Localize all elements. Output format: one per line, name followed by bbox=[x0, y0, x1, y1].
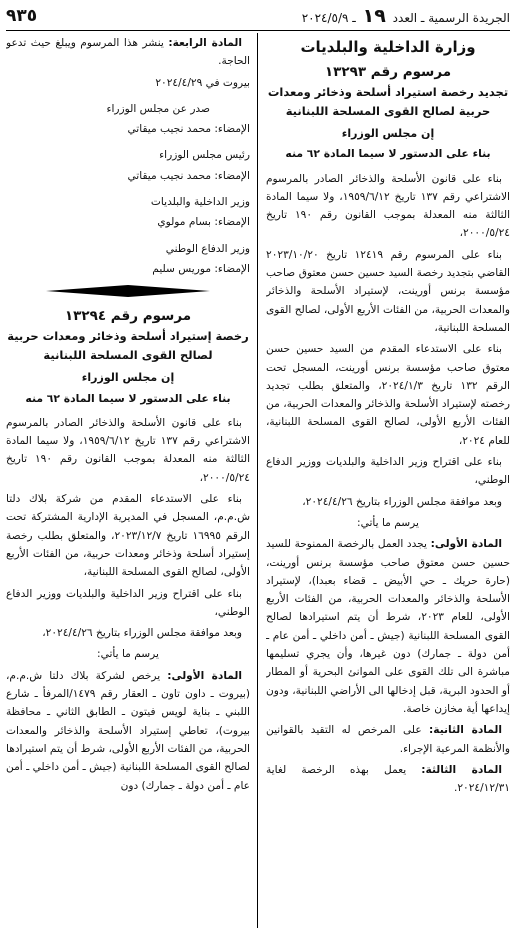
gazette-name: الجريدة الرسمية ـ العدد bbox=[392, 11, 510, 25]
pm-title: رئيس مجلس الوزراء bbox=[159, 149, 250, 162]
decree-formula: يرسم ما يأتي: bbox=[97, 648, 159, 661]
issue-number: ١٩ bbox=[362, 5, 386, 27]
decree-title: تجديد رخصة استيراد أسلحة وذخائر ومعدات حربية لصالح القوى المسلحة اللبنانية bbox=[267, 85, 509, 118]
article-text: يرخص لشركة بلاك دلتا ش.م.م، (بيروت ـ داون تاون ـ العقار رقم ١٤٧٩/المرفأ ـ شارع اللبني ـ بناية لويس فيتون ـ الطابق الثاني ـ محافظة بيروت)، تعاطي إستيراد الأسلحة والذخائر والمعدات الحربية، من الفئات الأربع الأولى، شرط أن يتم استيرادها لصالح القوى المسلحة اللبنانية (جيش ـ أمن داخلي ـ أمن عام ـ أمن دولة ـ جمارك) دون bbox=[6, 669, 250, 792]
page-number: ٩٣٥ bbox=[6, 6, 38, 26]
place-date: بيروت في ٢٠٢٤/٤/٢٩ bbox=[155, 76, 250, 89]
article-1 bbox=[266, 535, 510, 718]
signature-line: الإمضاء: محمد نجيب ميقاتي bbox=[127, 169, 250, 182]
issue-date: ـ ٢٠٢٤/٥/٩ bbox=[301, 11, 356, 25]
decree-title: رخصة إستيراد أسلحة وذخائر ومعدات حربية لصالح القوى المسلحة اللبنانية bbox=[7, 329, 249, 363]
paragraph: بناء على اقتراح وزير الداخلية والبلديات ووزير الدفاع الوطني، bbox=[266, 456, 510, 487]
council-heading: إن مجلس الوزراء bbox=[341, 127, 435, 140]
right-column bbox=[266, 34, 510, 930]
article-2 bbox=[266, 721, 510, 758]
paragraph: وبعد موافقة مجلس الوزراء بتاريخ ٢٠٢٤/٤/٢٦، bbox=[302, 495, 502, 508]
article-label: المادة الثالثة: bbox=[421, 763, 502, 776]
header-issue-line bbox=[302, 5, 510, 27]
paragraph: وبعد موافقة مجلس الوزراء بتاريخ ٢٠٢٤/٤/٢٦، bbox=[42, 627, 242, 640]
decree-formula: يرسم ما يأتي: bbox=[357, 516, 419, 529]
paragraph: بناء على المرسوم رقم ١٢٤١٩ تاريخ ٢٠٢٣/١٠/٢٠ القاضي بتجديد رخصة السيد حسين حسن معتوق صاحب مؤسسة برنس أورينت، لإستيراد الأسلحة والذخائر والمعدات الحربية، من الفئات الأربع الأولى، لصالح القوى المسلحة اللبنانية، bbox=[266, 248, 510, 334]
article-label: المادة الأولى: bbox=[167, 669, 243, 682]
article-text: يجدد العمل بالرخصة الممنوحة للسيد حسين حسن معتوق صاحب مؤسسة برنس أورينت، (حارة حريك ـ حي الأبيض ـ قضاء بعبدا)، لإستيراد الأسلحة والذخائر والمعدات الحربية، من الفئات الأربع الأولى، للعام ٢٠٢٣، شرط أن يتم استيرادها لصالح القوى المسلحة اللبنانية (جيش ـ أمن داخلي ـ أمن عام ـ أمن دولة ـ جمارك) دون غيرها، وأن يجري تسليمها مباشرة الى تلك القوى على الموانئ البحرية أو المطار أو الحدود البرية، قبل إدخالها الى الأراضي اللبنانية، ودون إيداعها أية مخازن خاصة. bbox=[266, 538, 510, 715]
signature-line: الإمضاء: بسام مولوي bbox=[157, 216, 250, 229]
article-4 bbox=[6, 34, 250, 71]
paragraph: بناء على الاستدعاء المقدم من شركة بلاك دلتا ش.م.م، المسجل في المديرية الإدارية المشتركة تحت الرقم ١٦٩٩٥ تاريخ ٢٠٢٣/١٢/٧، والمتعلق بطلب رخصة إستيراد أسلحة وذخائر ومعدات حربية، من الفئات الأربع الأولى، لصالح القوى المسلحة اللبنانية، bbox=[6, 493, 250, 579]
constitution-basis: بناء على الدستور لا سيما المادة ٦٢ منه bbox=[25, 391, 231, 405]
article-text: على المرخص له التقيد بالقوانين والأنظمة المرعية الإجراء. bbox=[266, 724, 510, 755]
left-column bbox=[6, 34, 250, 930]
article-label: المادة الثانية: bbox=[429, 724, 502, 737]
paragraph: بناء على قانون الأسلحة والذخائر الصادر بالمرسوم الاشتراعي رقم ١٣٧ تاريخ ١٩٥٩/٦/١٢، ولا سيما المادة الثالثة منه المعدلة بموجب القانون رقم ١٩٠ تاريخ ٢٠٠٠/٥/٢٤، bbox=[6, 416, 250, 484]
paragraph: بناء على قانون الأسلحة والذخائر الصادر بالمرسوم الاشتراعي رقم ١٣٧ تاريخ ١٩٥٩/٦/١٢، ولا سيما المادة الثالثة منه المعدلة بموجب القانون رقم ١٩٠ تاريخ ٢٠٠٠/٥/٢٤، bbox=[266, 172, 510, 240]
article-text: يعمل بهذه الرخصة لغاية ٢٠٢٤/١٢/٣١. bbox=[266, 763, 510, 795]
header-rule bbox=[6, 30, 510, 31]
minister-title: وزير الداخلية والبلديات bbox=[150, 196, 250, 209]
minister-title: وزير الدفاع الوطني bbox=[165, 242, 250, 255]
decree-number: مرسوم رقم ١٣٢٩٣ bbox=[324, 64, 452, 80]
article-text: ينشر هذا المرسوم ويبلغ حيث تدعو الحاجة. bbox=[6, 37, 250, 68]
issued-line: صدر عن مجلس الوزراء bbox=[106, 102, 210, 115]
column-divider bbox=[257, 33, 258, 928]
paragraph: بناء على اقتراح وزير الداخلية والبلديات ووزير الدفاع الوطني، bbox=[6, 587, 250, 618]
signature-line: الإمضاء: محمد نجيب ميقاتي bbox=[127, 123, 250, 136]
ministry-title: وزارة الداخلية والبلديات bbox=[300, 38, 476, 56]
page-header bbox=[6, 4, 510, 28]
separator-arrow-icon bbox=[6, 284, 250, 298]
paragraph: بناء على الاستدعاء المقدم من السيد حسين حسن معتوق صاحب مؤسسة برنس أورينت، المسجل تحت الرقم ١٣٢ تاريخ ٢٠٢٤/١/٣، والمتعلق بطلب تجديد رخصته لإستيراد الأسلحة والذخائر والمعدات الحربية، من الفئات الأربع الأولى، لصالح القوى المسلحة اللبنانية، للعام ٢٠٢٤، bbox=[266, 343, 510, 447]
council-heading: إن مجلس الوزراء bbox=[81, 371, 175, 385]
article-1 bbox=[6, 667, 250, 795]
article-label: المادة الأولى: bbox=[430, 538, 503, 551]
constitution-basis: بناء على الدستور لا سيما المادة ٦٢ منه bbox=[285, 147, 491, 161]
signature-line: الإمضاء: موريس سليم bbox=[152, 262, 250, 275]
decree-number: مرسوم رقم ١٣٢٩٤ bbox=[64, 308, 192, 325]
article-label: المادة الرابعة: bbox=[168, 37, 242, 49]
article-3 bbox=[266, 761, 510, 798]
